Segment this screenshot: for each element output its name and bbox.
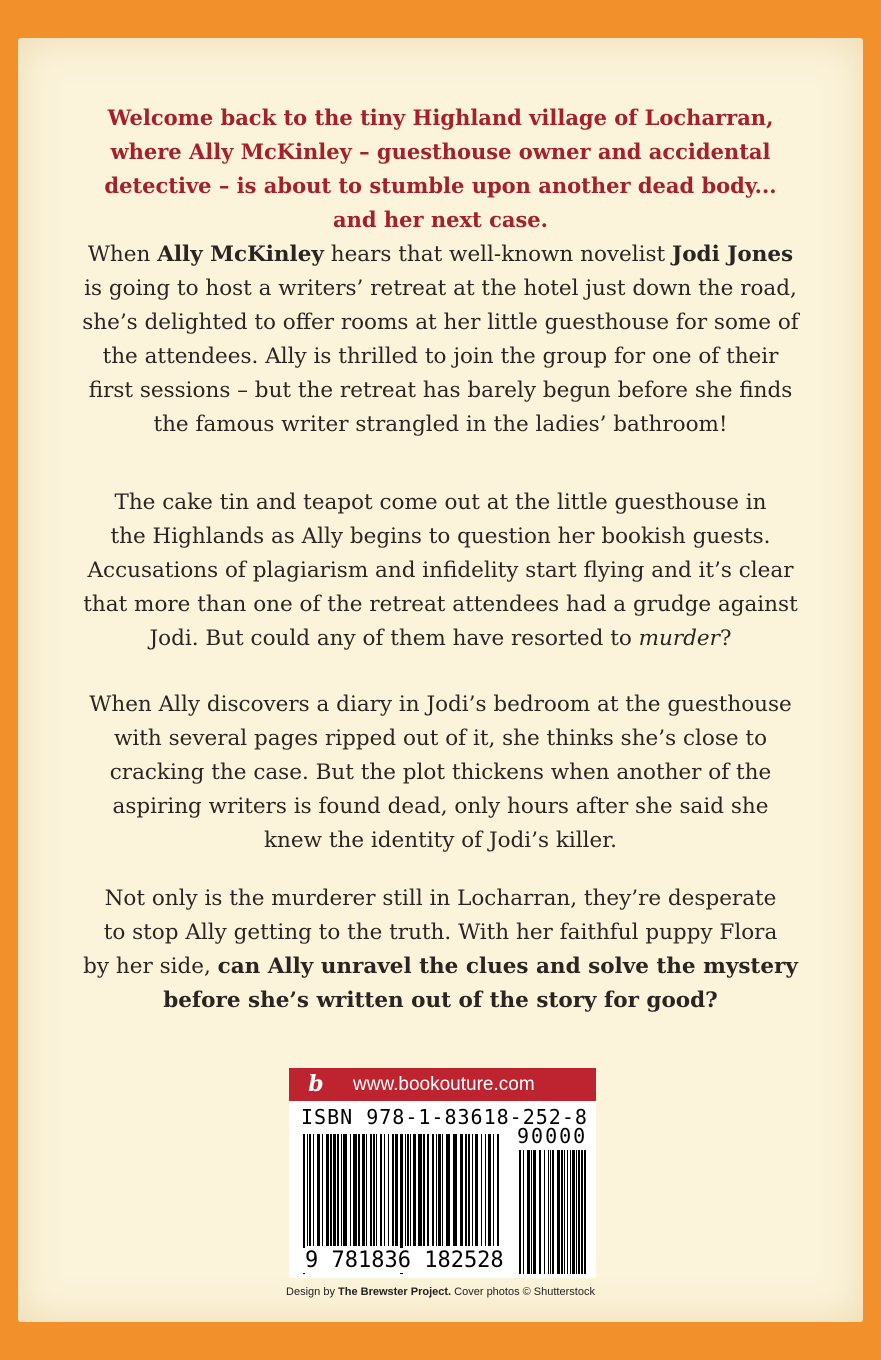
text: to stop Ally getting to the truth. With her faithful puppy Flora [103, 920, 778, 945]
barcode-bar [405, 1134, 406, 1246]
barcode-number: 9 781836 182528 [305, 1248, 504, 1273]
barcode-bar [366, 1134, 367, 1246]
text: the attendees. Ally is thrilled to join the group for one of their [102, 344, 779, 369]
publisher-url: www.bookouture.com [353, 1074, 535, 1095]
text-line [0, 950, 881, 984]
text: by her side, [83, 954, 218, 979]
barcode-bar [432, 1134, 434, 1246]
addon-bar [552, 1150, 554, 1274]
blurb-paragraph-1 [0, 238, 881, 442]
barcode-bar [423, 1134, 425, 1246]
text: and her next case. [333, 207, 548, 232]
text: detective – is about to stumble upon another dead body... [104, 173, 777, 198]
text: When [87, 242, 158, 267]
barcode-bar [330, 1134, 332, 1246]
text: she’s delighted to offer rooms at her little guesthouse for some of [82, 310, 799, 335]
addon-bar [527, 1150, 530, 1274]
text-line [0, 306, 881, 340]
barcode-bar [380, 1134, 382, 1246]
headline-blurb [0, 101, 881, 237]
text: When Ally discovers a diary in Jodi’s bedroom at the guesthouse [89, 692, 792, 717]
text-line [0, 272, 881, 306]
text: is going to host a writers’ retreat at the hotel just down the road, [84, 276, 797, 301]
addon-bar [533, 1150, 536, 1274]
addon-bar [548, 1150, 549, 1274]
barcode-bar [465, 1134, 467, 1246]
text-line [0, 722, 881, 756]
blurb-paragraph-3 [0, 688, 881, 858]
barcode-bar [407, 1134, 409, 1246]
barcode-bar [475, 1134, 478, 1246]
barcode-bar [350, 1134, 351, 1246]
text: Accusations of plagiarism and infidelity start flying and it’s clear [87, 558, 794, 583]
text-line [0, 340, 881, 374]
addon-bar [531, 1150, 532, 1274]
bookouture-logo-icon: b [308, 1071, 324, 1097]
text: cracking the case. But the plot thickens when another of the [109, 760, 772, 785]
addon-bar [572, 1150, 575, 1274]
addon-bar [561, 1150, 563, 1274]
barcode-bar [442, 1134, 443, 1246]
barcode-bar [472, 1134, 473, 1246]
barcode-bar [446, 1134, 450, 1246]
addon-bar [539, 1150, 541, 1274]
text-line [0, 101, 881, 135]
barcode-bar [488, 1134, 491, 1246]
barcode-bar [309, 1134, 311, 1246]
barcode-bar [341, 1134, 342, 1246]
addon-bar [576, 1150, 577, 1274]
barcode-bar [392, 1134, 394, 1246]
text-line [0, 916, 881, 950]
addon-bar [564, 1150, 565, 1274]
barcode-bar [370, 1134, 372, 1246]
text: aspiring writers is found dead, only hours after she said she [112, 794, 769, 819]
barcode-bar [362, 1134, 365, 1246]
barcode-bar [395, 1134, 398, 1246]
text-line [0, 688, 881, 722]
barcode-bar [313, 1134, 314, 1246]
text-line [0, 622, 881, 656]
design-credit [0, 1286, 881, 1298]
text: the Highlands as Ally begins to question her bookish guests. [110, 524, 771, 549]
price-addon: 90000 [517, 1124, 588, 1148]
text-line [0, 408, 881, 442]
barcode-panel [289, 1068, 596, 1278]
barcode-bar [337, 1134, 339, 1246]
barcode-bar [358, 1134, 360, 1246]
addon-bar [567, 1150, 568, 1274]
text-line [0, 238, 881, 272]
credit-suffix: Cover photos © Shutterstock [451, 1286, 595, 1298]
text-line [0, 588, 881, 622]
addon-bar [584, 1150, 586, 1274]
barcode-bar [413, 1134, 416, 1246]
addon-bar [519, 1150, 521, 1274]
barcode-bar [427, 1134, 429, 1246]
addon-bar [581, 1150, 583, 1274]
barcode-bar [322, 1134, 323, 1246]
barcode-bar [497, 1134, 499, 1246]
text: first sessions – but the retreat has barely begun before she finds [88, 378, 793, 403]
text: Welcome back to the tiny Highland village of Locharran, [107, 105, 774, 130]
bold-text: can Ally unravel the clues and solve the mystery [217, 954, 798, 979]
isbn-text: ISBN 978-1-83618-252-8 [301, 1105, 588, 1129]
barcode-bar [453, 1134, 457, 1246]
text: Not only is the murderer still in Locharran, they’re desperate [104, 886, 777, 911]
barcode-bar [376, 1134, 377, 1246]
barcode-bar [333, 1134, 336, 1246]
text: the famous writer strangled in the ladies’ bathroom! [153, 412, 728, 437]
text-line [0, 169, 881, 203]
text: Jodi. But could any of them have resorted to [149, 626, 639, 651]
barcode-bar [343, 1134, 347, 1246]
barcode-bar [460, 1134, 463, 1246]
text: knew the identity of Jodi’s killer. [264, 828, 617, 853]
addon-bar [570, 1150, 571, 1274]
bold-text: Ally McKinley [157, 242, 324, 267]
bold-text: Jodi Jones [672, 242, 794, 267]
barcode-bar [418, 1134, 422, 1246]
credit-designer: The Brewster Project. [338, 1286, 452, 1298]
barcode-bar [493, 1134, 494, 1246]
blurb-paragraph-2 [0, 486, 881, 656]
addon-bar [557, 1150, 560, 1274]
text: where Ally McKinley – guesthouse owner and accidental [110, 139, 771, 164]
text-line [0, 824, 881, 858]
barcode-bar [326, 1134, 329, 1246]
barcode-bar [438, 1134, 441, 1246]
italic-text: murder [638, 626, 720, 651]
text: The cake tin and teapot come out at the little guesthouse in [114, 490, 767, 515]
barcode-bar [388, 1134, 389, 1246]
text-line [0, 135, 881, 169]
text-line [0, 790, 881, 824]
addon-bar [578, 1150, 580, 1274]
blurb-paragraph-4 [0, 882, 881, 1018]
text-line [0, 374, 881, 408]
addon-bar [523, 1150, 524, 1274]
credit-prefix: Design by [286, 1286, 339, 1298]
barcode-bar [317, 1134, 320, 1246]
text-line [0, 554, 881, 588]
text-line [0, 756, 881, 790]
addon-bar [550, 1150, 551, 1274]
barcode-bar [468, 1134, 470, 1246]
barcode-bar [485, 1134, 486, 1246]
text: with several pages ripped out of it, she thinks she’s close to [113, 726, 768, 751]
barcode-bar [436, 1134, 437, 1246]
text: ? [719, 626, 732, 651]
bold-text: before she’s written out of the story for good? [163, 988, 718, 1013]
barcode-bar [373, 1134, 375, 1246]
text: that more than one of the retreat attendees had a grudge against [83, 592, 798, 617]
barcode-bar [307, 1134, 308, 1246]
barcode-bar [353, 1134, 357, 1246]
barcode-bar [384, 1134, 385, 1246]
addon-bar [544, 1150, 545, 1274]
text: hears that well-known novelist [323, 242, 673, 267]
text-line [0, 984, 881, 1018]
text-line [0, 203, 881, 237]
text-line [0, 520, 881, 554]
barcode-bar [481, 1134, 482, 1246]
text-line [0, 486, 881, 520]
text-line [0, 882, 881, 916]
publisher-bar [289, 1068, 596, 1101]
barcode-bar [410, 1134, 411, 1246]
